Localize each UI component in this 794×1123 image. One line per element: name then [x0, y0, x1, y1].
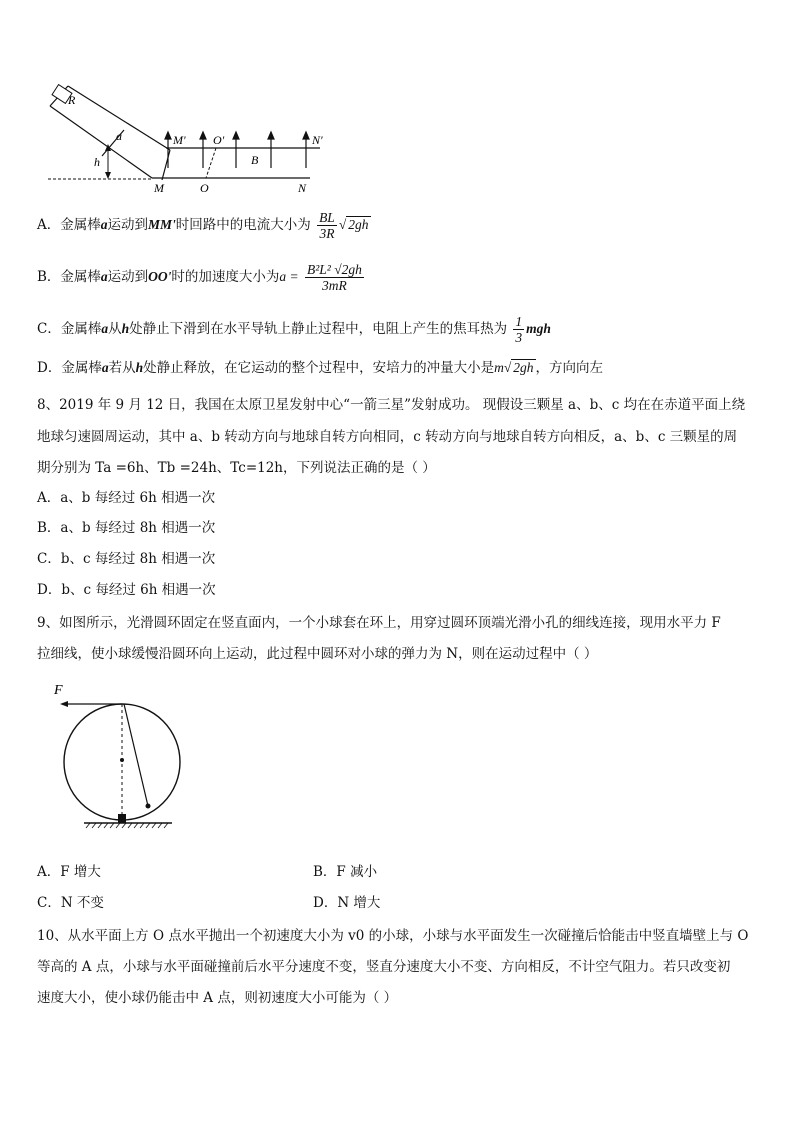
q9-stem-line1: 9、如图所示，光滑圆环固定在竖直面内，一个小球套在环上，用穿过圆环顶端光滑小孔的细线连接，现用水平力 F [37, 615, 721, 631]
q8-option-b: B．a、b 每经过 8h 相遇一次 [37, 520, 216, 536]
q7-d-tail: ，方向向左 [535, 360, 604, 376]
q10-stem-line1: 10、从水平面上方 O 点水平抛出一个初速度大小为 v0 的小球，小球与水平面发生一次碰撞后恰能击中竖直墙壁上与 O [37, 928, 749, 944]
q8-option-c: C．b、c 每经过 8h 相遇一次 [37, 551, 216, 567]
q7-a-pre: A．金属棒 [37, 217, 101, 233]
q8-option-a: A．a、b 每经过 6h 相遇一次 [37, 490, 216, 506]
q7-a-frac-num: BL [319, 210, 335, 225]
q7-a-sym: a [100, 217, 108, 232]
q7-d-mid: 若从 [108, 360, 136, 376]
q8-stem-line1: 8、2019 年 9 月 12 日，我国在太原卫星发射中心“一箭三星”发射成功。 现假设三颗星 a、b、c 均在在赤道平面上绕 [37, 397, 746, 413]
q7-a-mm: MM' [148, 217, 176, 232]
rails-diagram [40, 78, 340, 198]
q7-a-sqrt-rad: 2gh [348, 217, 369, 232]
q7-b-post: 时的加速度大小为 [171, 269, 280, 285]
q7-c-frac-den: 3 [515, 330, 523, 345]
q10-stem-line3: 速度大小，使小球仍能击中 A 点，则初速度大小可能为（ ） [37, 990, 398, 1006]
q7-d-h: h [135, 360, 144, 375]
q7-option-d [37, 358, 603, 378]
label-N: N [298, 181, 307, 195]
q7-d-m: m [494, 360, 504, 375]
q7-c-h: h [121, 321, 130, 336]
q8-stem-line3: 期分别为 Ta =6h、Tb =24h、Tc=12h，下列说法正确的是（ ） [37, 460, 436, 476]
q7-a-mid: 运动到 [107, 217, 148, 233]
q7-b-fraction [305, 262, 364, 293]
q7-option-a [37, 210, 371, 241]
q9-stem-line2: 拉细线，使小球缓慢沿圆环向上运动，此过程中圆环对小球的弹力为 N，则在运动过程中（ ） [37, 646, 598, 662]
q7-c-pre: C．金属棒 [37, 321, 102, 337]
q7-a-fraction [317, 210, 337, 241]
q7-b-pre: B．金属棒 [37, 269, 101, 285]
q9-option-d: D．N 增大 [313, 895, 381, 911]
q8-stem-line2: 地球匀速圆周运动，其中 a、b 转动方向与地球自转方向相同，c 转动方向与地球自转方向相反，a、b、c 三颗星的周 [37, 429, 738, 445]
q9-option-b: B．F 减小 [313, 864, 378, 880]
q7-d-sqrt: √ 2gh [503, 360, 534, 375]
q7-b-sym: a [100, 269, 108, 284]
q7-d-sym: a [101, 360, 109, 375]
q7-b-mid: 运动到 [107, 269, 149, 285]
q7-b-frac-den: 3mR [322, 278, 347, 293]
q7-c-fraction [513, 314, 524, 345]
label-F: F [54, 683, 63, 698]
q7-option-c [37, 314, 551, 345]
label-N-prime: N' [312, 133, 323, 147]
label-R: R [68, 93, 76, 107]
label-O: O [200, 181, 209, 195]
q7-b-frac-num: B²L² √2gh [306, 262, 362, 277]
q7-c-tail: mgh [526, 321, 551, 336]
label-M-prime: M' [173, 133, 186, 147]
label-M: M [154, 181, 164, 195]
q7-d-post: 处静止释放，在它运动的整个过程中，安培力的冲量大小是 [143, 360, 495, 376]
q7-option-b [37, 262, 366, 293]
q7-d-sqrt-rad: 2gh [513, 360, 534, 375]
q7-b-aeq: a = [279, 269, 299, 284]
q9-option-a: A．F 增大 [37, 864, 101, 880]
q10-stem-line2: 等高的 A 点，小球与水平面碰撞前后水平分速度不变，竖直分速度大小不变、方向相反，不计空气阻力。若只改变初 [37, 959, 731, 975]
q9-option-c: C．N 不变 [37, 895, 104, 911]
q7-c-post: 处静止下滑到在水平导轨上静止过程中，电阻上产生的焦耳热为 [129, 321, 508, 337]
label-h: h [94, 155, 100, 169]
label-a: a [116, 129, 122, 143]
q7-c-sym: a [101, 321, 109, 336]
q7-a-post: 时回路中的电流大小为 [175, 217, 311, 233]
label-O-prime: O' [213, 133, 225, 147]
q7-c-mid: 从 [108, 321, 122, 337]
q7-a-sqrt: √ 2gh [338, 217, 369, 232]
label-B: B [251, 153, 259, 167]
q8-option-d: D．b、c 每经过 6h 相遇一次 [37, 582, 216, 598]
q7-d-pre: D．金属棒 [37, 360, 102, 376]
q7-b-oo: OO' [148, 269, 172, 284]
q7-a-frac-den: 3R [319, 226, 335, 241]
q7-c-frac-num: 1 [515, 314, 523, 329]
ring-diagram [50, 680, 190, 830]
